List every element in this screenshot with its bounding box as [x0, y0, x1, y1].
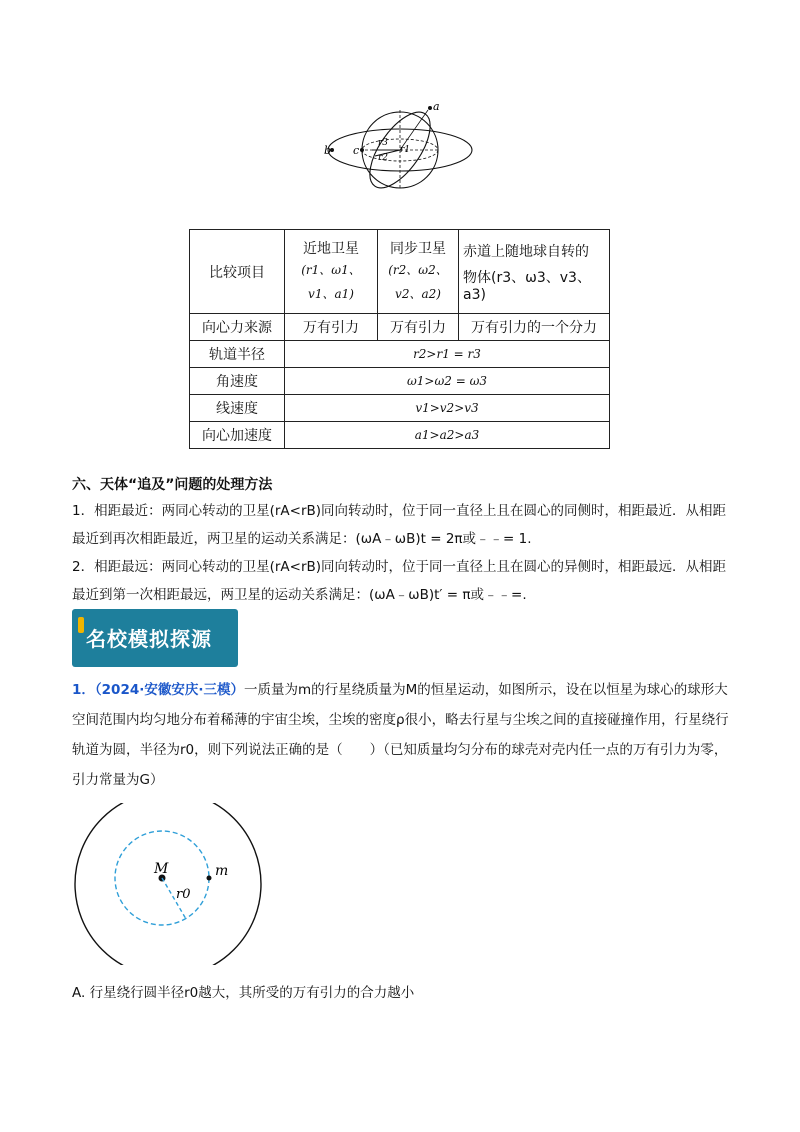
table-row [190, 368, 610, 395]
label-a: a [433, 100, 440, 113]
row-label: 角速度 [190, 368, 285, 395]
section-banner [72, 609, 238, 667]
row-merged-cell: v1>v2>v3 [285, 395, 610, 422]
label-r3: r3 [378, 138, 389, 148]
label-r1: r1 [400, 145, 411, 155]
comparison-table [189, 229, 610, 449]
option-a[interactable]: A. 行星绕行圆半径r0越大，其所受的万有引力的合力越小 [72, 985, 415, 1001]
row-label: 向心力来源 [190, 314, 285, 341]
label-r2: r2 [378, 153, 389, 163]
table-row [190, 395, 610, 422]
question-1 [72, 675, 732, 795]
header-col1 [285, 230, 378, 314]
question-source: （2024·安徽安庆·三模） [94, 682, 244, 698]
row-cell: 万有引力 [285, 314, 378, 341]
header-item: 比较项目 [190, 230, 285, 314]
question-body: 一质量为m的行星绕质量为M的恒星运动，如图所示，设在以恒星为球心的球形大空间范围内均匀地分布着稀薄的宇宙尘埃，尘埃的密度ρ很小，略去行星与尘埃之间的直接碰撞作用，行星绕行轨道为圆，半径为r0，则下列说法正确的是（ ）（已知质量均匀分布的球壳对壳内任一点的万有引力为零，引力常量为G） [72, 682, 729, 788]
table-header-row [190, 230, 610, 314]
header-col3 [459, 230, 610, 314]
paragraph-farthest: 2．相距最远：两同心转动的卫星(rA<rB)同向转动时，位于同一直径上且在圆心的异侧时，相距最远．从相距最近到第一次相距最远，两卫星的运动关系满足：(ωA﹣ωB)t′ = π或﹣﹣=. [72, 559, 727, 603]
row-cell: 万有引力 [378, 314, 459, 341]
row-label: 轨道半径 [190, 341, 285, 368]
label-r0: r0 [176, 887, 191, 902]
table-row [190, 422, 610, 449]
header-col3-line2: 物体(r3、ω3、v3、a3) [463, 269, 591, 303]
section-title: 六、天体“追及”问题的处理方法 [72, 477, 273, 493]
label-M: M [154, 861, 169, 877]
earth-orbits-figure [320, 98, 480, 203]
header-col1-title: 近地卫星 [303, 240, 359, 257]
table-row [190, 314, 610, 341]
header-col2 [378, 230, 459, 314]
table-row [190, 341, 610, 368]
label-b: b [324, 144, 332, 157]
row-merged-cell: ω1>ω2 = ω3 [285, 368, 610, 395]
header-col2-title: 同步卫星 [390, 240, 446, 257]
question-number: 1． [72, 682, 95, 698]
star-orbit-figure [73, 803, 263, 965]
header-col1-sub2: v1、a1) [308, 286, 354, 301]
header-col2-sub2: v2、a2) [395, 286, 441, 301]
label-m: m [215, 863, 229, 879]
paragraph-closest: 1．相距最近：两同心转动的卫星(rA<rB)同向转动时，位于同一直径上且在圆心的同侧时，相距最近．从相距最近到再次相距最近，两卫星的运动关系满足：(ωA﹣ωB)t = 2π或﹣﹣= 1. [72, 503, 727, 547]
row-merged-cell: r2>r1 = r3 [285, 341, 610, 368]
header-col1-sub1: (r1、ω1、 [301, 262, 361, 277]
row-cell: 万有引力的一个分力 [459, 314, 610, 341]
banner-title: 名校模拟探源 [86, 627, 212, 651]
row-label: 线速度 [190, 395, 285, 422]
banner-accent [78, 617, 84, 633]
row-merged-cell: a1>a2>a3 [285, 422, 610, 449]
header-col3-line1: 赤道上随地球自转的 [463, 243, 589, 260]
header-col2-sub1: (r2、ω2、 [388, 262, 448, 277]
label-c: c [353, 144, 360, 157]
row-label: 向心加速度 [190, 422, 285, 449]
